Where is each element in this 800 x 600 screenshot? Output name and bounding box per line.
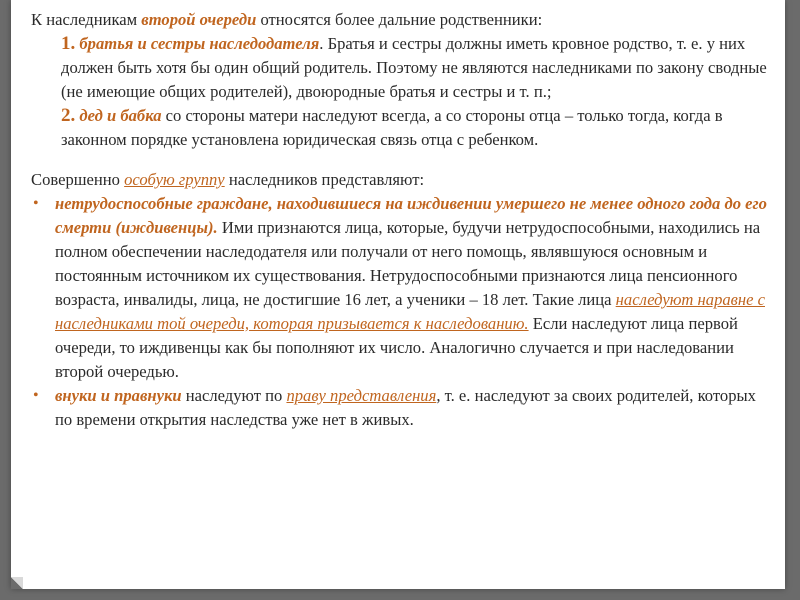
bullet-2-accent-2: праву представления xyxy=(286,386,437,405)
bullet-1-accent: нетрудоспособные граждане, находившиеся на иждивении умершего не менее одного года до его смерти (иждивенцы). xyxy=(55,194,767,237)
group-paragraph xyxy=(31,168,776,192)
item-2-number: 2. xyxy=(61,105,76,126)
bullet-1-text: Ими признаются лица, которые, будучи нетрудоспособными, находились на полном обеспечении наследодателя или получали от него помощь, являвшуюся основным и постоянным источником их существования. Нетрудоспособными признаются лица пенсионного возраста, инвалиды, лица, не достигшие 16 лет, а ученики – 18 лет. Такие лица xyxy=(55,218,761,309)
item-2 xyxy=(61,104,776,152)
item-1-text: . Братья и сестры должны иметь кровное родство, т. е. у них должен быть хотя бы один общий родитель. Поэтому не являются наследниками по закону сводные (не имеющие общих родителей), двоюродные братья и сестры и т. п.; xyxy=(61,34,767,101)
intro-text-end: относятся более дальние родственники: xyxy=(256,10,543,29)
slide-content xyxy=(31,8,776,432)
spacer xyxy=(31,152,776,168)
intro-accent: второй очереди xyxy=(141,10,257,29)
group-text-end: наследников представляют: xyxy=(224,170,425,189)
slide-page xyxy=(11,0,785,589)
item-1-number: 1. xyxy=(61,33,76,54)
item-1-accent: братья и сестры наследодателя xyxy=(79,34,320,53)
bullet-2-text: наследуют по xyxy=(181,386,287,405)
group-accent: особую группу xyxy=(124,170,225,189)
bullet-item-2 xyxy=(31,384,776,432)
bullet-item-1 xyxy=(31,192,776,384)
item-2-accent: дед и бабка xyxy=(79,106,162,125)
item-1 xyxy=(61,32,776,104)
item-2-text: со стороны матери наследуют всегда, а со стороны отца – только тогда, когда в законном порядке установлена юридическая связь отца с ребенком. xyxy=(61,106,723,149)
bullet-icon: • xyxy=(33,387,39,404)
bullet-icon: • xyxy=(33,195,39,212)
bullet-1-text-2: Если наследуют лица первой очереди, то иждивенцы как бы пополняют их число. Аналогично случается и при наследовании второй очередью. xyxy=(55,314,738,381)
page-fold-corner xyxy=(11,577,23,589)
bullet-2-text-2: , т. е. наследуют за своих родителей, которых по времени открытия наследства уже нет в живых. xyxy=(55,386,756,429)
intro-text: К наследникам xyxy=(31,10,142,29)
bullet-1-accent-2: наследуют наравне с наследниками той очереди, которая призывается к наследованию. xyxy=(55,290,765,333)
group-text: Совершенно xyxy=(31,170,125,189)
intro-paragraph xyxy=(31,8,776,32)
bullet-2-accent: внуки и правнуки xyxy=(55,386,182,405)
